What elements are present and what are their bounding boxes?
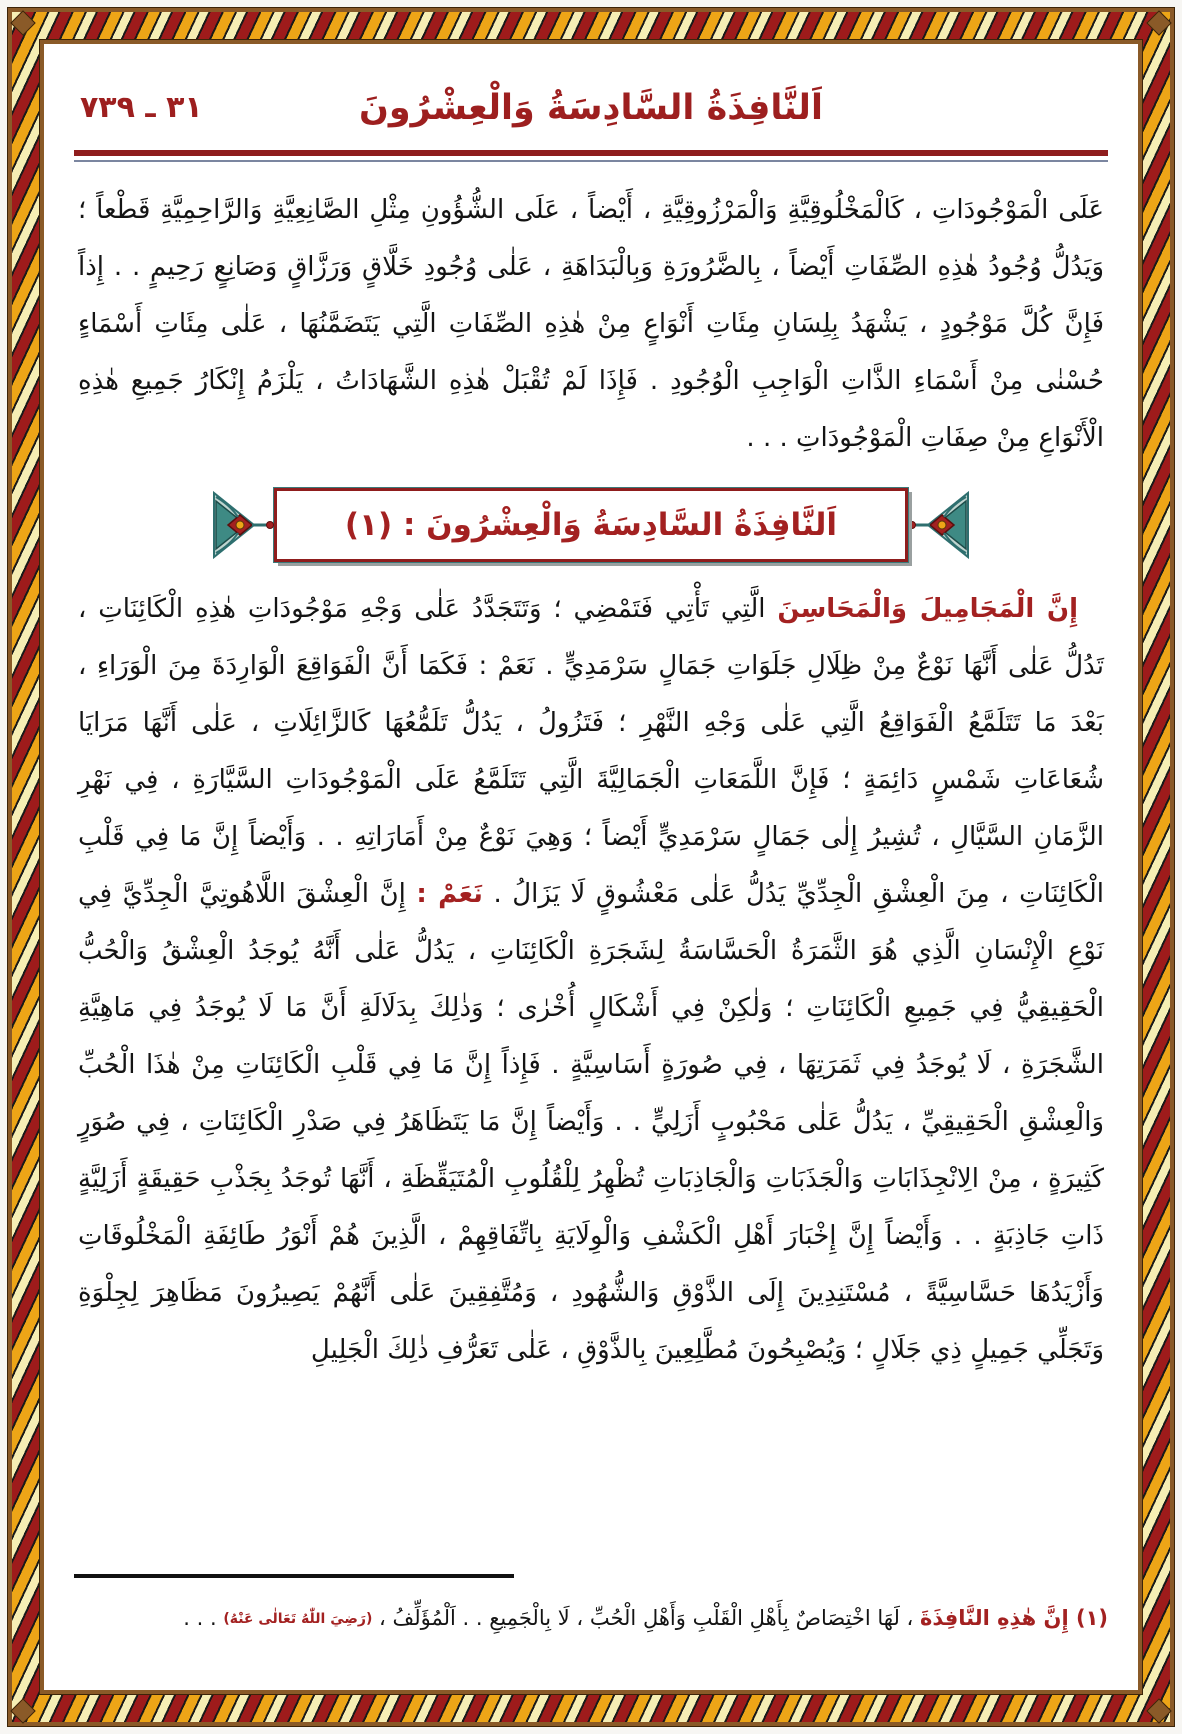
- corner-finial-icon: [10, 1698, 35, 1723]
- paragraph-2: [78, 581, 1104, 1379]
- page-number: ٣١ ـ ٧٣٩: [80, 90, 203, 125]
- floral-ornament-icon: [908, 487, 972, 563]
- footnote-area: [74, 1574, 1108, 1660]
- paragraph-2-text: الَّتِي تَأْتِي فَتَمْضِي ؛ وَتَتَجَدَّدُ عَلٰى وَجْهِ مَوْجُودَاتِ هٰذِهِ الْكَائِنَاتِ ، تَدُلُّ عَلٰى أَنَّهَا نَوْعٌ مِنْ ظِلَالِ جَلَوَاتِ جَمَالٍ سَرْمَدِيٍّ . نَعَمْ : فَكَمَا أَنَّ الْفَوَاقِعَ الْوَارِدَةَ مِنَ الْوَرَاءِ ، بَعْدَ مَا تَتَلَمَّعُ الْفَوَاقِعُ الَّتِي عَلٰى وَجْهِ النَّهْرِ ؛ فَتَزُولُ ، يَدُلُّ تَلَمُّعُهَا كَالزَّائِلَاتِ ، عَلٰى أَنَّهَا مَرَايَا شُعَاعَاتِ شَمْسٍ دَائِمَةٍ ؛ فَإِنَّ اللَّمَعَاتِ الْجَمَالِيَّةَ الَّتِي تَتَلَمَّعُ عَلَى الْمَوْجُودَاتِ السَّيَّارَةِ ، فِي نَهْرِ الزَّمَانِ السَّيَّالِ ، تُشِيرُ إِلٰى جَمَالٍ سَرْمَدِيٍّ أَيْضاً ؛ وَهِيَ نَوْعٌ مِنْ أَمَارَاتِهِ . . وَأَيْضاً إِنَّ مَا فِي قَلْبِ الْكَائِنَاتِ ، مِنَ الْعِشْقِ الْجِدِّيِّ يَدُلُّ عَلٰى مَعْشُوقٍ لَا يَزَالُ .: [78, 594, 1105, 909]
- floral-ornament-icon: [210, 487, 274, 563]
- page-content: [44, 44, 1138, 1690]
- footnote-text: ، لَهَا اخْتِصَاصٌ بِأَهْلِ الْقَلْبِ وَأَهْلِ الْحُبِّ ، لَا بِالْجَمِيعِ . . اَلْمُؤَلِّفُ ،: [372, 1606, 920, 1630]
- red-emphasis-naam: نَعَمْ :: [416, 879, 483, 909]
- page-title: اَلنَّافِذَةُ السَّادِسَةُ وَالْعِشْرُونَ: [359, 88, 823, 128]
- corner-finial-icon: [10, 10, 35, 35]
- paragraph-2-text: إِنَّ الْعِشْقَ اللَّاهُوتِيَّ الْجِدِّيَّ فِي نَوْعِ الْإِنْسَانِ الَّذِي هُوَ الثَّمَرَةُ الْحَسَّاسَةُ لِشَجَرَةِ الْكَائِنَاتِ ، يَدُلُّ عَلٰى أَنَّهُ يُوجَدُ الْعِشْقُ وَالْحُبُّ الْحَقِيقِيُّ فِي جَمِيعِ الْكَائِنَاتِ ؛ وَلٰكِنْ فِي أَشْكَالٍ أُخْرٰى ؛ وَذٰلِكَ بِدَلَالَةِ أَنَّ مَا لَا يُوجَدُ فِي مَاهِيَّةِ الشَّجَرَةِ ، لَا يُوجَدُ فِي ثَمَرَتِهَا ، فِي صُورَةٍ أَسَاسِيَّةٍ . فَإِذاً إِنَّ مَا فِي قَلْبِ الْكَائِنَاتِ مِنْ هٰذَا الْحُبِّ وَالْعِشْقِ الْحَقِيقِيِّ ، يَدُلُّ عَلٰى مَحْبُوبٍ أَزَلِيٍّ . . وَأَيْضاً إِنَّ مَا يَتَظَاهَرُ فِي صَدْرِ الْكَائِنَاتِ ، فِي صُوَرٍ كَثِيرَةٍ ، مِنْ الِانْجِذَابَاتِ وَالْجَذَبَاتِ وَالْجَاذِبَاتِ تُظْهِرُ لِلْقُلُوبِ الْمُتَيَقِّظَةِ ، أَنَّهَا تُوجَدُ بِجَذْبِ حَقِيقَةٍ أَزَلِيَّةٍ ذَاتِ جَاذِبَةٍ . . وَأَيْضاً إِنَّ إِخْبَارَ أَهْلِ الْكَشْفِ وَالْوِلَايَةِ بِاتِّفَاقِهِمْ ، الَّذِينَ هُمْ أَنْوَرُ طَائِفَةِ الْمَخْلُوقَاتِ وَأَزْيَدُهَا حَسَّاسِيَّةً ، مُسْتَنِدِينَ إِلَى الذَّوْقِ وَالشُّهُودِ ، وَمُتَّفِقِينَ عَلٰى أَنَّهُمْ يَصِيرُونَ مَظَاهِرَ لِجِلْوَةِ وَتَجَلِّي جَمِيلٍ ذِي جَلَالٍ ؛ وَيُصْبِحُونَ مُطَّلِعِينَ بِالذَّوْقِ ، عَلٰى تَعَرُّفِ ذٰلِكَ الْجَلِيلِ: [78, 879, 1104, 1365]
- page-header: [74, 76, 1108, 140]
- footnote-separator: [74, 1574, 514, 1578]
- footnote-marker: (١) إِنَّ هٰذِهِ النَّافِذَةَ: [920, 1606, 1108, 1630]
- footnote-ellipsis: . . .: [183, 1606, 224, 1630]
- corner-finial-icon: [1146, 1698, 1171, 1723]
- page-sheet: [40, 40, 1142, 1694]
- paragraph-1: عَلَى الْمَوْجُودَاتِ ، كَالْمَخْلُوقِيَّةِ وَالْمَرْزُوقِيَّةِ ، أَيْضاً ، عَلَى الشُّؤُونِ مِثْلِ الصَّانِعِيَّةِ وَالرَّاحِمِيَّةِ قَطْعاً ؛ وَيَدُلُّ وُجُودُ هٰذِهِ الصِّفَاتِ أَيْضاً ، بِالضَّرُورَةِ وَبِالْبَدَاهَةِ ، عَلٰى وُجُودِ خَلَّاقٍ وَرَزَّاقٍ وَصَانِعٍ رَحِيمٍ . . إِذاً فَإِنَّ كُلَّ مَوْجُودٍ ، يَشْهَدُ بِلِسَانِ مِئَاتِ أَنْوَاعٍ مِنْ هٰذِهِ الصِّفَاتِ الَّتِي يَتَضَمَّنُهَا ، عَلٰى مِئَاتِ أَسْمَاءٍ حُسْنٰى مِنْ أَسْمَاءِ الذَّاتِ الْوَاجِبِ الْوُجُودِ . فَإِذَا لَمْ تُقْبَلْ هٰذِهِ الشَّهَادَاتُ ، يَلْزَمُ إِنْكَارُ جَمِيعِ هٰذِهِ الْأَنْوَاعِ مِنْ صِفَاتِ الْمَوْجُودَاتِ . . .: [78, 195, 1104, 453]
- window-title: اَلنَّافِذَةُ السَّادِسَةُ وَالْعِشْرُونَ : (١): [344, 507, 838, 543]
- corner-finial-icon: [1146, 10, 1171, 35]
- header-rule-thin: [74, 160, 1108, 162]
- footnote: [74, 1600, 1108, 1639]
- window-title-row: [74, 481, 1108, 569]
- author-seal: (رَضِيَ اللّٰهُ تَعَالٰى عَنْهُ): [223, 1611, 373, 1627]
- window-title-cartouche: [274, 488, 908, 562]
- red-emphasis-opening: إِنَّ الْمَجَامِيلَ وَالْمَحَاسِنَ: [777, 594, 1078, 624]
- header-rule-thick: [74, 150, 1108, 156]
